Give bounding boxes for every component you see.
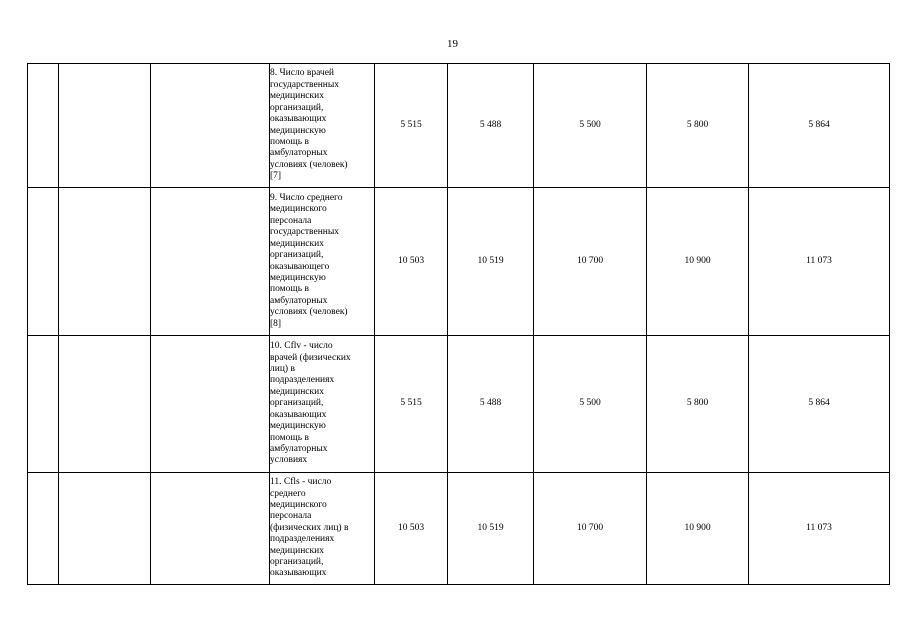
indicators-table — [27, 63, 890, 585]
empty-cell — [59, 188, 151, 336]
empty-cell — [28, 64, 59, 188]
value-cell: 5 515 — [375, 336, 448, 473]
value-cell: 10 900 — [647, 473, 749, 585]
value-cell: 5 515 — [375, 64, 448, 188]
indicator-name-cell: 11. Cfls - число среднего медицинского персонала (физических лиц) в подразделениях медицинских организаций, оказывающих — [270, 473, 375, 585]
empty-cell — [28, 336, 59, 473]
table-row — [28, 336, 890, 473]
value-cell: 10 900 — [647, 188, 749, 336]
value-cell: 5 488 — [448, 64, 534, 188]
value-cell: 5 500 — [534, 336, 647, 473]
value-cell: 5 500 — [534, 64, 647, 188]
value-cell: 10 700 — [534, 473, 647, 585]
table-row — [28, 188, 890, 336]
indicator-name-cell: 8. Число врачей государственных медицинских организаций, оказывающих медицинскую помощь в амбулаторных условиях (человек) [7] — [270, 64, 375, 188]
value-cell: 5 800 — [647, 336, 749, 473]
table-row — [28, 473, 890, 585]
empty-cell — [151, 64, 270, 188]
value-cell: 10 503 — [375, 188, 448, 336]
empty-cell — [59, 64, 151, 188]
value-cell: 5 864 — [749, 64, 890, 188]
value-cell: 5 488 — [448, 336, 534, 473]
value-cell: 11 073 — [749, 473, 890, 585]
value-cell: 10 519 — [448, 188, 534, 336]
table-row — [28, 64, 890, 188]
empty-cell — [151, 336, 270, 473]
value-cell: 10 519 — [448, 473, 534, 585]
value-cell: 11 073 — [749, 188, 890, 336]
value-cell: 5 800 — [647, 64, 749, 188]
value-cell: 5 864 — [749, 336, 890, 473]
empty-cell — [151, 473, 270, 585]
empty-cell — [59, 336, 151, 473]
empty-cell — [28, 188, 59, 336]
indicator-name-cell: 9. Число среднего медицинского персонала государственных медицинских организаций, оказывающего медицинскую помощь в амбулаторных условиях (человек) [8] — [270, 188, 375, 336]
empty-cell — [151, 188, 270, 336]
value-cell: 10 700 — [534, 188, 647, 336]
page-number: 19 — [447, 38, 458, 50]
empty-cell — [28, 473, 59, 585]
indicator-name-cell: 10. Cflv - число врачей (физических лиц) в подразделениях медицинских организаций, оказывающих медицинскую помощь в амбулаторных условиях — [270, 336, 375, 473]
empty-cell — [59, 473, 151, 585]
value-cell: 10 503 — [375, 473, 448, 585]
